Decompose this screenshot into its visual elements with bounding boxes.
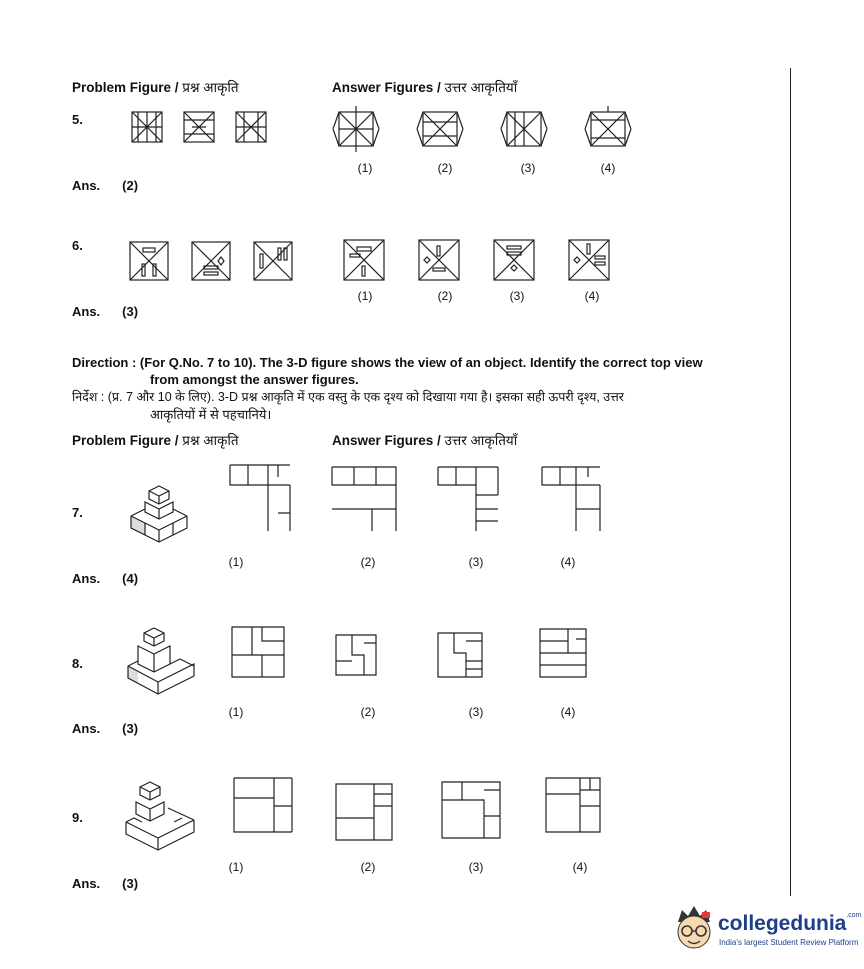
logo-suffix: .com (846, 912, 862, 919)
collegedunia-logo (718, 912, 862, 936)
question-number-6: 6. (72, 238, 83, 253)
q9-option-4: (4) (572, 860, 588, 874)
direction-hindi: निर्देश : (प्र. 7 और 10 के लिए). 3-D प्रश्न आकृति में एक वस्तु के एक दृश्य को दिखाया गया है। इसका सही ऊपरी दृश्य, उत्तर आकृतियों में से पहचानिये। (72, 390, 624, 422)
q5-answer-fig-4 (585, 106, 631, 146)
q6-problem-fig-3 (254, 242, 292, 280)
q5-answer-fig-3 (501, 112, 547, 146)
q9-option-1: (1) (228, 860, 244, 874)
q8-option-4: (4) (560, 705, 576, 719)
q7-option-3: (3) (468, 555, 484, 569)
q9-option-3: (3) (468, 860, 484, 874)
q7-answer-fig-2 (332, 467, 396, 531)
q8-option-2: (2) (360, 705, 376, 719)
logo-tagline: India's largest Student Review Platform (719, 938, 859, 947)
q6-answer-figures (342, 238, 617, 284)
q5-problem-fig-1 (132, 112, 162, 142)
logo-wordmark: collegedunia (718, 912, 847, 935)
q8-3d-figure (124, 624, 199, 706)
q6-answer-fig-4 (569, 240, 609, 280)
q5-answer-figures (333, 104, 643, 158)
q5-answer-fig-1 (333, 106, 379, 152)
q5-problem-fig-2 (184, 112, 214, 142)
question-number-9: 9. (72, 810, 83, 825)
q5-option-2: (2) (437, 161, 453, 175)
q7-option-1: (1) (228, 555, 244, 569)
q7-answer-figures (228, 465, 608, 537)
problem-figure-header-1: Problem Figure / प्रश्न आकृति (72, 80, 239, 95)
q6-answer-fig-1 (344, 240, 384, 280)
q6-option-4: (4) (584, 289, 600, 303)
q9-answer: Ans. (3) (72, 876, 139, 891)
q9-option-2: (2) (360, 860, 376, 874)
q5-option-1: (1) (357, 161, 373, 175)
q8-answer-fig-1 (232, 627, 284, 677)
question-number-5: 5. (72, 112, 83, 127)
q8-option-1: (1) (228, 705, 244, 719)
q6-problem-fig-2 (192, 242, 230, 280)
q5-option-3: (3) (520, 161, 536, 175)
q9-3d-figure (122, 778, 200, 858)
q6-option-3: (3) (509, 289, 525, 303)
q7-option-2: (2) (360, 555, 376, 569)
q6-problem-figures (128, 240, 303, 284)
q5-answer: Ans. (2) (72, 178, 139, 193)
q5-option-4: (4) (600, 161, 616, 175)
collegedunia-mascot-icon (672, 904, 716, 960)
q6-option-1: (1) (357, 289, 373, 303)
q8-answer-figures (232, 625, 592, 681)
q5-answer-fig-2 (417, 112, 463, 146)
q7-option-4: (4) (560, 555, 576, 569)
direction-english: Direction : (For Q.No. 7 to 10). The 3-D figure shows the view of an object. Identify the correct top view from amongst the answer figures. (72, 355, 703, 387)
q8-answer-fig-2 (336, 635, 376, 675)
q9-answer-fig-3 (442, 782, 500, 838)
problem-figure-header-2: Problem Figure / प्रश्न आकृति (72, 433, 239, 448)
q9-answer-figures (232, 776, 607, 838)
q6-option-2: (2) (437, 289, 453, 303)
q6-problem-fig-1 (130, 242, 168, 280)
answer-figures-header-1: Answer Figures / उत्तर आकृतियाँ (332, 80, 518, 95)
q6-answer-fig-3 (494, 240, 534, 280)
q7-answer-fig-4 (542, 467, 600, 531)
question-number-7: 7. (72, 505, 83, 520)
page-right-border (790, 68, 791, 896)
question-number-8: 8. (72, 656, 83, 671)
q7-answer: Ans. (4) (72, 571, 139, 586)
q9-answer-fig-2 (336, 784, 392, 840)
q8-answer-fig-3 (438, 633, 482, 677)
answer-figures-header-2: Answer Figures / उत्तर आकृतियाँ (332, 433, 518, 448)
q7-3d-figure (125, 482, 200, 552)
q8-option-3: (3) (468, 705, 484, 719)
q7-answer-fig-1 (230, 465, 290, 531)
q5-problem-figures (130, 108, 285, 148)
q5-problem-fig-3 (236, 112, 266, 142)
q6-answer-fig-2 (419, 240, 459, 280)
q9-answer-fig-4 (546, 778, 600, 832)
q8-answer-fig-4 (540, 629, 586, 677)
q9-answer-fig-1 (234, 778, 292, 832)
q7-answer-fig-3 (438, 467, 498, 531)
q8-answer: Ans. (3) (72, 721, 139, 736)
q6-answer: Ans. (3) (72, 304, 139, 319)
